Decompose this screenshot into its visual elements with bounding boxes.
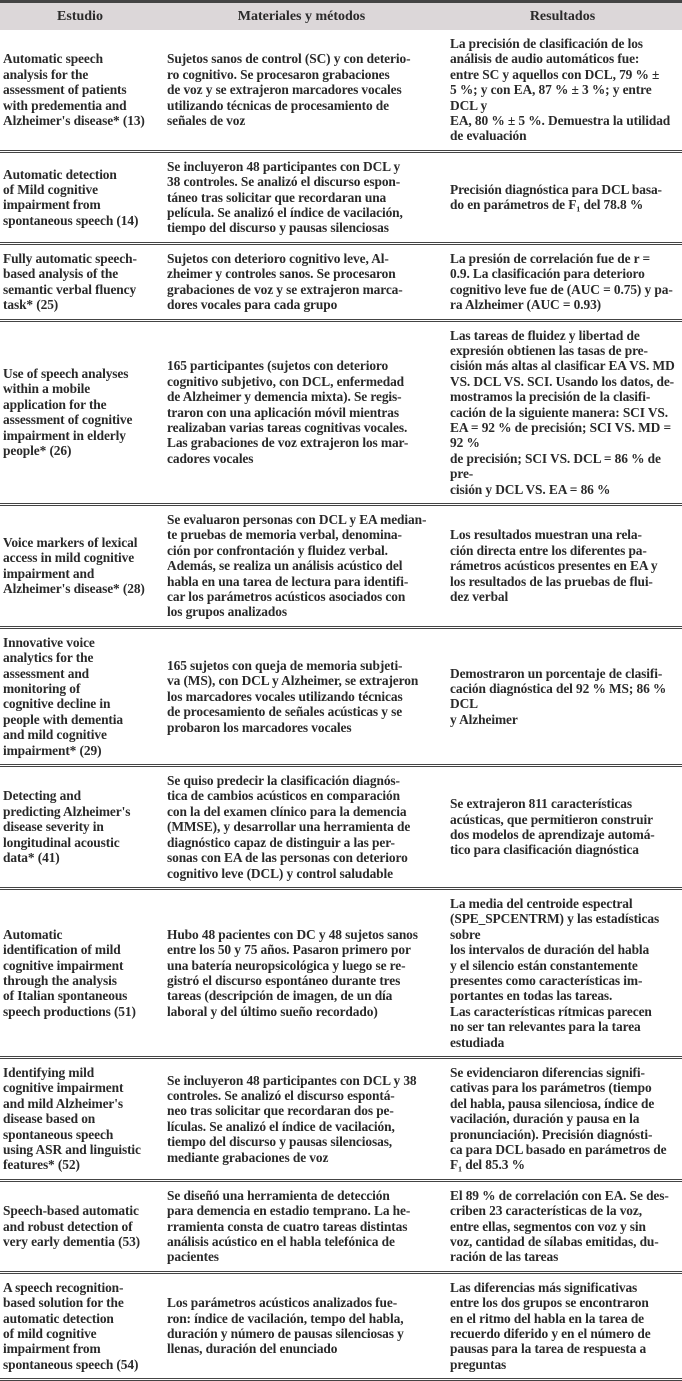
cell-metodos: Se incluyeron 48 participantes con DCL y 38 controles. Se analizó el discurso espontá- neo tras solicitar que recordaran dos pe- lículas. Se analizó el índice de vacilación, tiempo del discurso y pausas silenciosas, mediante grabaciones de voz (160, 1057, 443, 1180)
cell-resultados: La precisión de clasificación de los análisis de audio automáticos fue: entre SC y aquellos con DCL, 79 % ± 5 %; y con EA, 87 % ± 3 %; y entre DCL y EA, 80 % ± 5 %. Demuestra la utilidad de evaluación (443, 30, 682, 151)
cell-metodos: Los parámetros acústicos analizados fue- ron: índice de vacilación, tempo del habla, duración y número de pausas silenciosas y llenas, duración del enunciado (160, 1272, 443, 1379)
cell-estudio: Voice markers of lexical access in mild cognitive impairment and Alzheimer's disease* (28) (0, 504, 160, 627)
cell-metodos: 165 participantes (sujetos con deterioro cognitivo subjetivo, con DCL, enfermedad de Alzheimer y demencia mixta). Se regis- traron con una aplicación móvil mientras realizaban varias tareas cognitivas vocales. Las grabaciones de voz extrajeron los mar- cadores vocales (160, 320, 443, 504)
cell-metodos: Se quiso predecir la clasificación diagnós- tica de cambios acústicos en comparación con la del examen clínico para la demencia (MMSE), y desarrollar una herramienta de diagnóstico capaz de distinguir a las per- sonas con EA de las personas con deterioro cognitivo leve (DCL) y control saludable (160, 766, 443, 889)
cell-estudio: Use of speech analyses within a mobile application for the assessment of cognitive impairment in elderly people* (26) (0, 320, 160, 504)
table-row (0, 151, 682, 243)
table-row (0, 1272, 682, 1379)
cell-estudio: Identifying mild cognitive impairment and mild Alzheimer's disease based on spontaneous speech using ASR and linguistic features* (52) (0, 1057, 160, 1180)
table-row (0, 320, 682, 504)
cell-estudio: Fully automatic speech- based analysis of the semantic verbal fluency task* (25) (0, 243, 160, 320)
cell-estudio: Speech-based automatic and robust detection of very early dementia (53) (0, 1180, 160, 1272)
cell-estudio: A speech recognition- based solution for the automatic detection of mild cognitive impairment from spontaneous speech (54) (0, 1272, 160, 1379)
cell-estudio: Innovative voice analytics for the assessment and monitoring of cognitive decline in people with dementia and mild cognitive impairment* (29) (0, 627, 160, 765)
header-resultados: Resultados (443, 2, 682, 31)
header-materiales-metodos: Materiales y métodos (160, 2, 443, 31)
cell-resultados: El 89 % de correlación con EA. Se des- criben 23 características de la voz, entre ellas, segmentos con voz y sin voz, cantidad de sílabas emitidas, du- ración de las tareas (443, 1180, 682, 1272)
header-estudio: Estudio (0, 2, 160, 31)
table-row (0, 627, 682, 765)
table-row (0, 30, 682, 151)
cell-resultados: Precisión diagnóstica para DCL basa- do en parámetros de F₁ del 78.8 % (443, 151, 682, 243)
cell-resultados: Las tareas de fluidez y libertad de expresión obtienen las tasas de pre- cisión más altas al clasificar EA VS. MD VS. DCL VS. SCI. Usando los datos, de- mostramos la precisión de la clasifi- cación de la siguiente manera: SCI VS. EA = 92 % de precisión; SCI VS. MD = 92 % de precisión; SCI VS. DCL = 86 % de pre- cisión y DCL VS. EA = 86 % (443, 320, 682, 504)
cell-metodos: Sujetos con deterioro cognitivo leve, Al- zheimer y controles sanos. Se procesaron grabaciones de voz y se extrajeron marca- dores vocales para cada grupo (160, 243, 443, 320)
cell-estudio: Detecting and predicting Alzheimer's disease severity in longitudinal acoustic data* (41) (0, 766, 160, 889)
cell-resultados: La presión de correlación fue de r = 0.9. La clasificación para deterioro cognitivo leve fue de (AUC = 0.75) y pa- ra Alzheimer (AUC = 0.93) (443, 243, 682, 320)
cell-resultados: Se extrajeron 811 características acústicas, que permitieron construir dos modelos de aprendizaje automá- tico para clasificación diagnóstica (443, 766, 682, 889)
cell-resultados: Las diferencias más significativas entre los dos grupos se encontraron en el ritmo del habla en la tarea de recuerdo diferido y en el número de pausas para la tarea de respuesta a preguntas (443, 1272, 682, 1379)
table-row (0, 1057, 682, 1180)
cell-resultados: Se evidenciaron diferencias signifi- cativas para los parámetros (tiempo del habla, pausa silenciosa, índice de vacilación, duración y pausa en la pronunciación). Precisión diagnósti- ca para DCL basado en parámetros de F₁ del 85.3 % (443, 1057, 682, 1180)
cell-estudio: Automatic detection of Mild cognitive impairment from spontaneous speech (14) (0, 151, 160, 243)
cell-estudio: Automatic speech analysis for the assessment of patients with predementia and Alzheimer's disease* (13) (0, 30, 160, 151)
cell-metodos: Se incluyeron 48 participantes con DCL y 38 controles. Se analizó el discurso espon- táneo tras solicitar que recordaran una película. Se analizó el índice de vacilación, tiempo del discurso y pausas silenciosas (160, 151, 443, 243)
table-row (0, 766, 682, 889)
cell-resultados: La media del centroide espectral (SPE_SPCENTRM) y las estadísticas sobre los intervalos de duración del habla y el silencio están constantemente presentes como características im- portantes en todas las tareas. Las características rítmicas parecen no ser tan relevantes para la tarea estudiada (443, 888, 682, 1057)
table-row (0, 504, 682, 627)
cell-resultados: Los resultados muestran una rela- ción directa entre los diferentes pa- rámetros acústicos presentes en EA y los resultados de las pruebas de flui- dez verbal (443, 504, 682, 627)
cell-estudio: Automatic identification of mild cognitive impairment through the analysis of Italian spontaneous speech productions (51) (0, 888, 160, 1057)
table-row (0, 888, 682, 1057)
cell-resultados: Demostraron un porcentaje de clasifi- cación diagnóstica del 92 % MS; 86 % DCL y Alzheimer (443, 627, 682, 765)
table-row (0, 243, 682, 320)
table-header-row (0, 2, 682, 31)
cell-metodos: 165 sujetos con queja de memoria subjeti- va (MS), con DCL y Alzheimer, se extrajeron los marcadores vocales utilizando técnicas de procesamiento de señales acústicas y se probaron los marcadores vocales (160, 627, 443, 765)
table-row (0, 1180, 682, 1272)
cell-metodos: Sujetos sanos de control (SC) y con deterio- ro cognitivo. Se procesaron grabaciones de voz y se extrajeron marcadores vocales utilizando técnicas de procesamiento de señales de voz (160, 30, 443, 151)
cell-metodos: Hubo 48 pacientes con DC y 48 sujetos sanos entre los 50 y 75 años. Pasaron primero por una batería neuropsicológica y luego se re- gistró el discurso espontáneo durante tres tareas (descripción de imagen, de un día laboral y del último sueño recordado) (160, 888, 443, 1057)
cell-metodos: Se evaluaron personas con DCL y EA median- te pruebas de memoria verbal, denomina- ción por confrontación y fluidez verbal. Además, se realiza un análisis acústico del habla en una tarea de lectura para identifi- car los parámetros acústicos asociados con los grupos analizados (160, 504, 443, 627)
cell-metodos: Se diseñó una herramienta de detección para demencia en estadio temprano. La he- rramienta consta de cuatro tareas distintas análisis acústico en el habla telefónica de pacientes (160, 1180, 443, 1272)
